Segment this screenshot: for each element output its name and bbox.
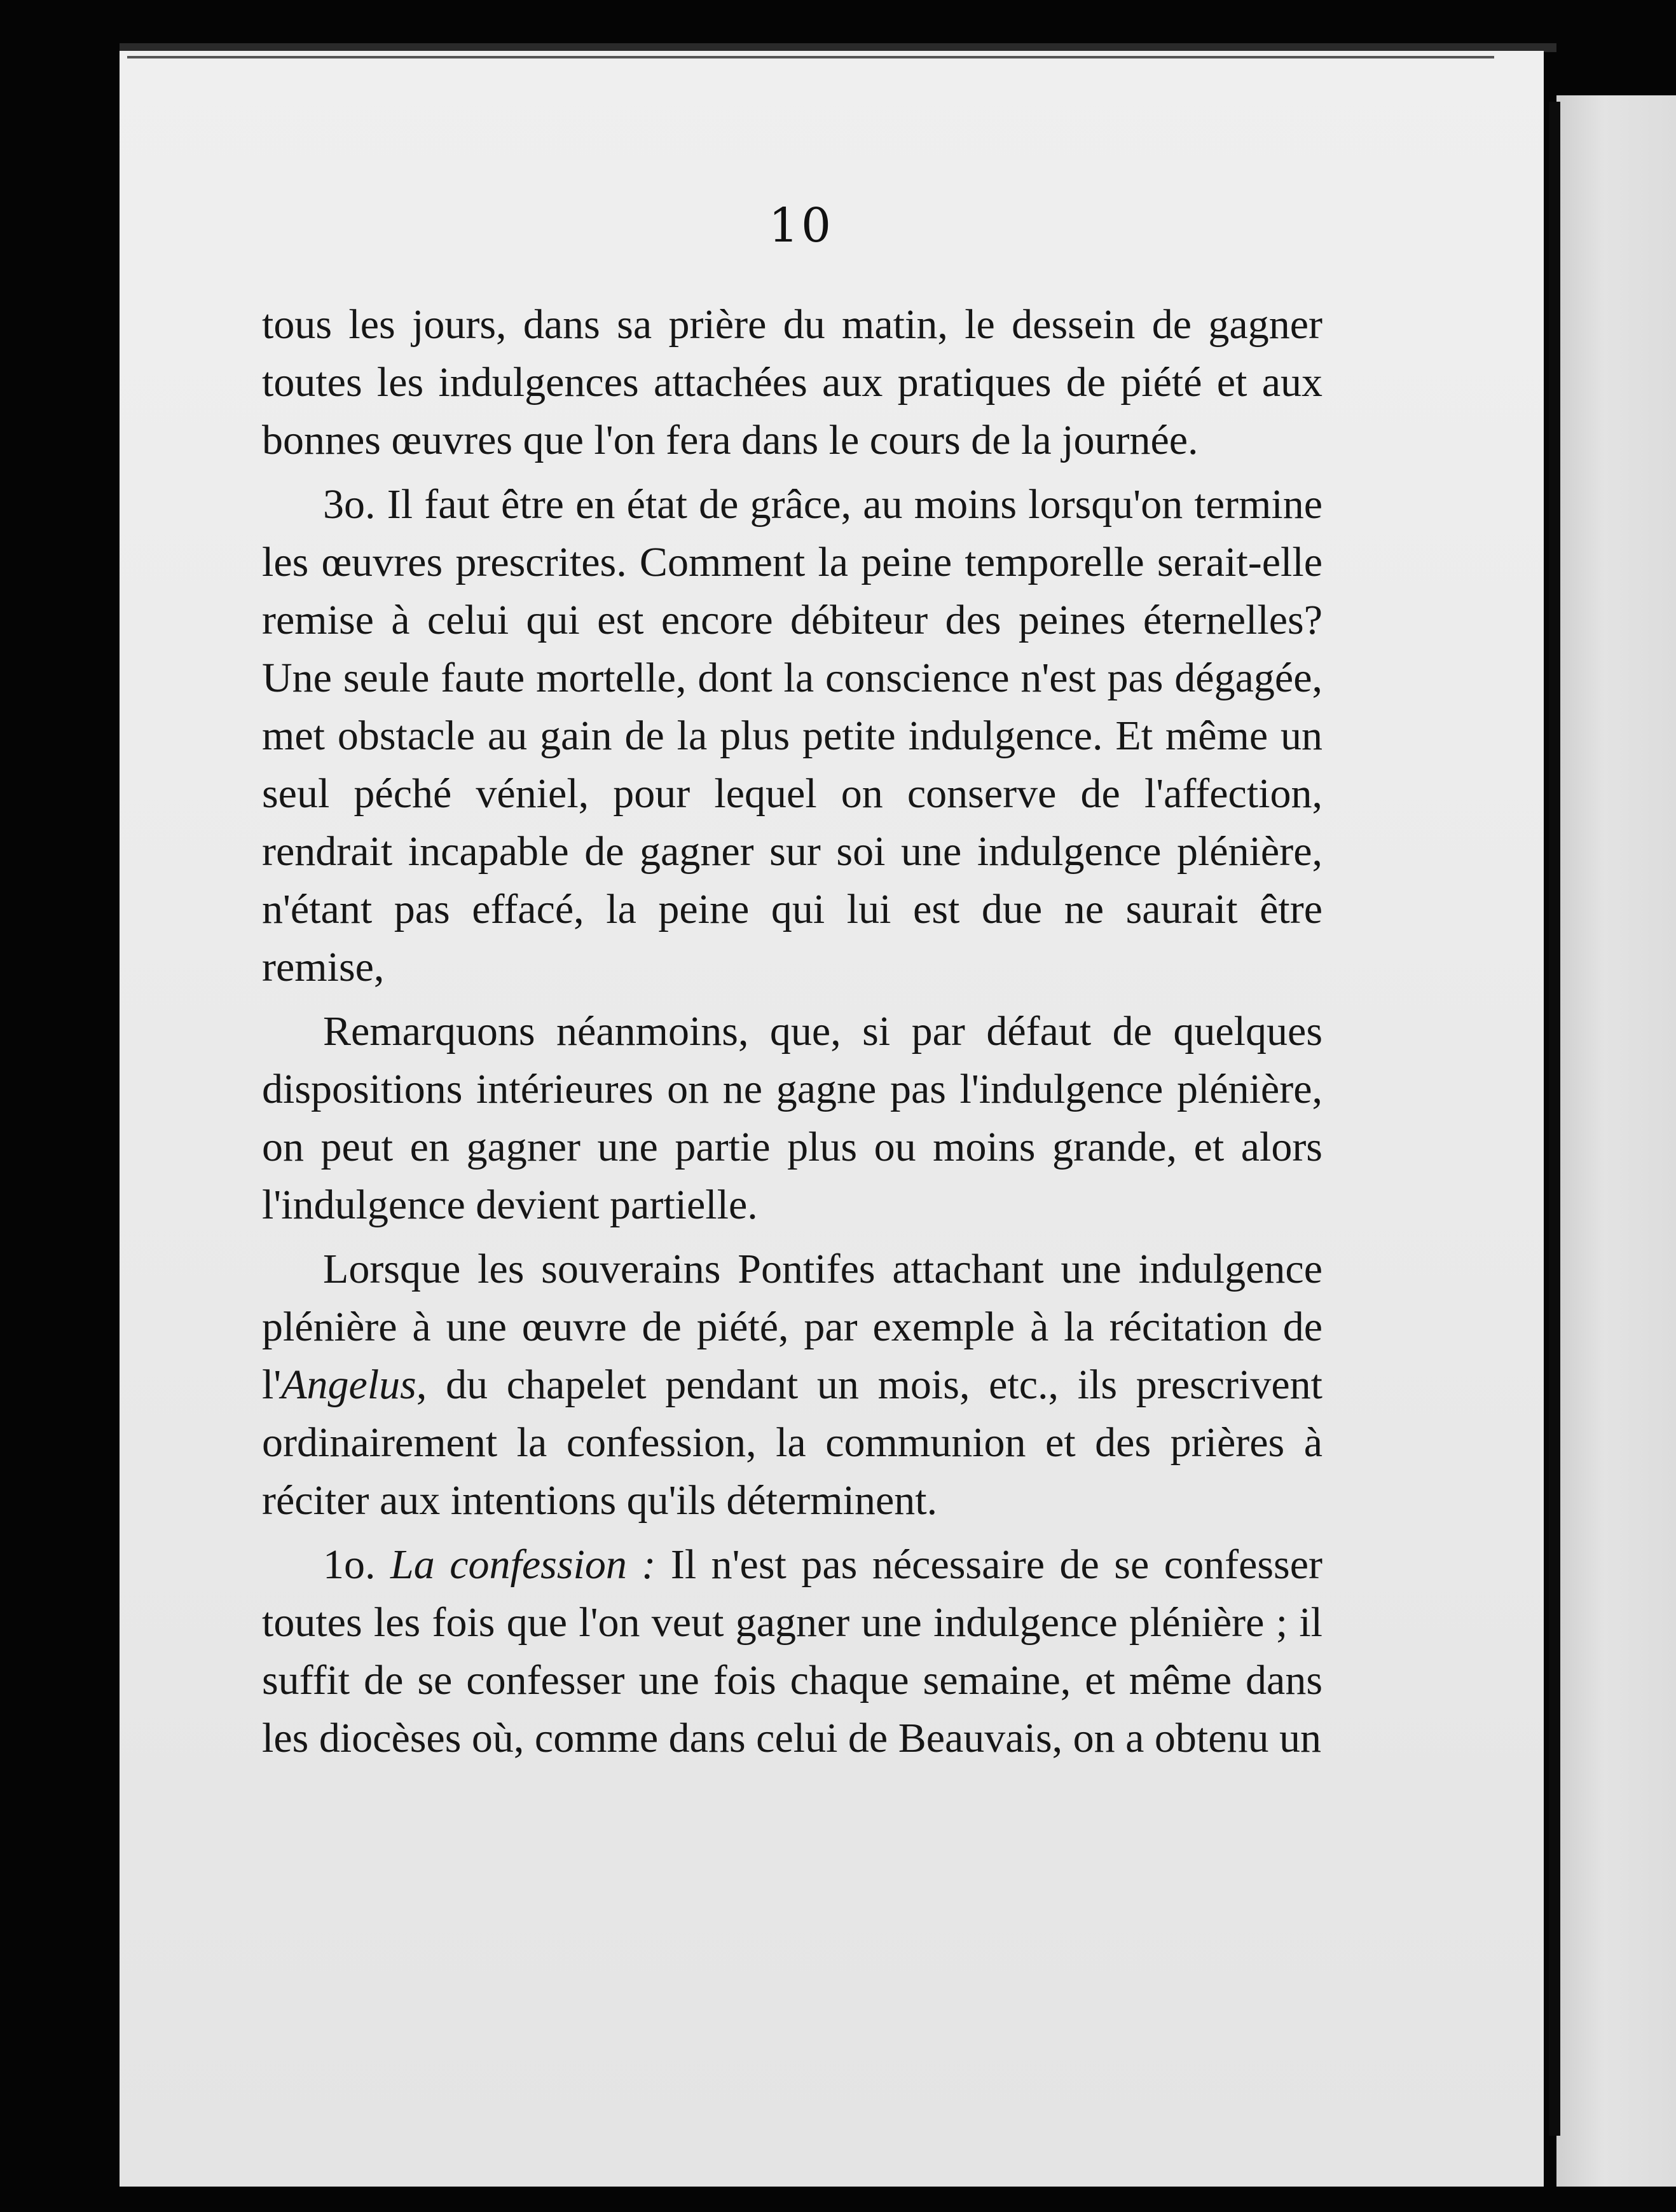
paragraph-continuation: tous les jours, dans sa prière du matin, le dessein de gagner toutes les indulgences attachées aux pratiques de piété et aux bonnes œuvres que l'on fera dans le cours de la journée. [262,301,1322,463]
angelus-term: Angelus [281,1362,416,1408]
page-number: 10 [768,198,834,253]
paragraph-partial-indulgence: Remarquons néanmoins, que, si par défaut de quelques dispositions intérieures on ne gagne pas l'indulgence plénière, on peut en gagner une partie plus ou moins grande, et alors l'indulgence devient partielle. [262,1008,1322,1228]
paragraph-prescriptions [262,1240,1322,1529]
adjacent-page-edge [1556,95,1676,2187]
paragraph-confession [262,1536,1322,1767]
body-text [262,296,1322,1773]
binding-gutter [1549,102,1560,2136]
page-top-rule [127,56,1494,58]
paragraph-confession-lead: 1o. [323,1541,391,1588]
paragraph-state-of-grace: 3o. Il faut être en état de grâce, au moins lorsqu'on termine les œuvres prescrites. Comment la peine temporelle serait-elle remise à celui qui est encore débiteur des peines éternelles? Une seule faute mortelle, dont la conscience n'est pas dégagée, met obstacle au gain de la plus petite indulgence. Et même un seul péché véniel, pour lequel on conserve de l'affection, rendrait incapable de gagner sur soi une indulgence plénière, n'étant pas effacé, la peine qui lui est due ne saurait être remise, [262,481,1322,990]
confession-heading: La confession : [390,1541,656,1588]
paragraph-prescriptions-before: Lorsque les souverains Pontifes attachant une indulgence plénière à une œuvre de piété, par exemple à la récitation de l' [262,1246,1322,1408]
paragraph-confession-text: Il n'est pas nécessaire de se confesser toutes les fois que l'on veut gagner une indulgence plénière ; il suffit de se confesser une fois chaque semaine, et même dans les diocèses où, comme dans celui de Beauvais, on a obtenu un [262,1541,1323,1761]
paragraph-prescriptions-after: , du chapelet pendant un mois, etc., ils prescrivent ordinairement la confession, la communion et des prières à réciter aux intentions qu'ils déterminent. [262,1362,1322,1524]
